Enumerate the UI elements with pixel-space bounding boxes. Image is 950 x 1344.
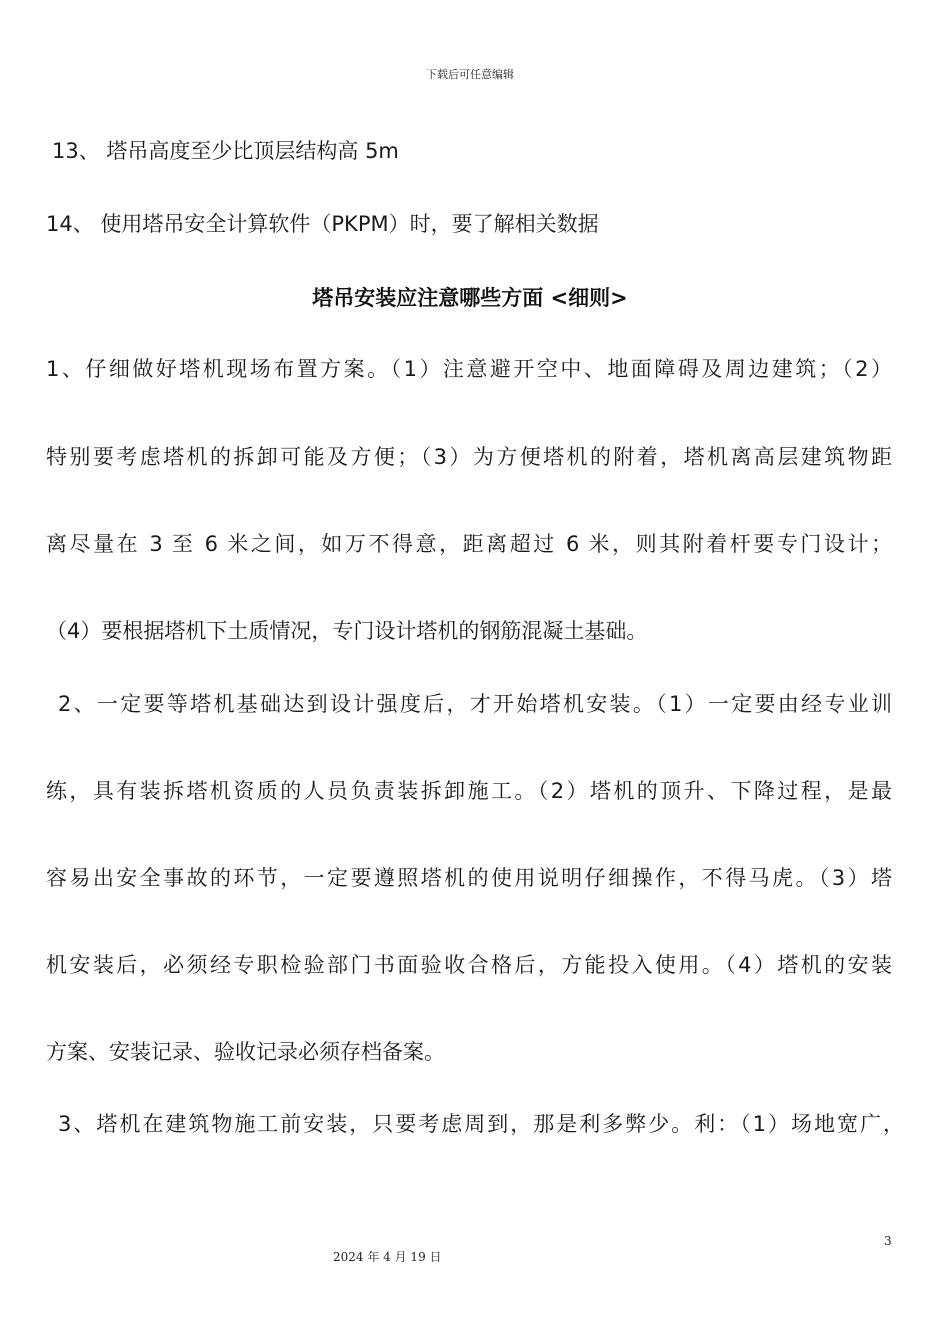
paragraph-line: 2、一定要等塔机基础达到设计强度后，才开始塔机安装。（1）一定要由经专业训	[58, 692, 892, 716]
paragraph-line: 机安装后，必须经专职检验部门书面验收合格后，方能投入使用。（4）塔机的安装	[46, 953, 892, 977]
paragraph-line: 3、塔机在建筑物施工前安装，只要考虑周到，那是利多弊少。利：（1）场地宽广，	[58, 1112, 904, 1136]
page-number: 3	[884, 1234, 892, 1248]
footer-date: 2024 年 4 月 19 日	[333, 1250, 442, 1264]
header-note: 下载后可任意编辑	[426, 68, 514, 81]
paragraph-line: 练，具有装拆塔机资质的人员负责装拆卸施工。（2）塔机的顶升、下降过程，是最	[46, 779, 892, 803]
paragraph-line: 容易出安全事故的环节，一定要遵照塔机的使用说明仔细操作，不得马虎。（3）塔	[46, 866, 892, 890]
paragraph-line: 特别要考虑塔机的拆卸可能及方便；（3）为方便塔机的附着，塔机离高层建筑物距	[46, 445, 892, 469]
list-item-14: 14、 使用塔吊安全计算软件（PKPM）时，要了解相关数据	[46, 212, 599, 236]
paragraph-line: 方案、安装记录、验收记录必须存档备案。	[46, 1040, 445, 1064]
list-item-13: 13、 塔吊高度至少比顶层结构高 5m	[52, 139, 399, 163]
paragraph-line: （4）要根据塔机下土质情况，专门设计塔机的钢筋混凝土基础。	[46, 619, 648, 643]
paragraph-line: 1、仔细做好塔机现场布置方案。（1）注意避开空中、地面障碍及周边建筑；（2）	[46, 357, 892, 381]
section-title: 塔吊安装应注意哪些方面 <细则>	[312, 286, 628, 310]
paragraph-line: 离尽量在 3 至 6 米之间，如万不得意，距离超过 6 米，则其附着杆要专门设计；	[46, 532, 892, 556]
